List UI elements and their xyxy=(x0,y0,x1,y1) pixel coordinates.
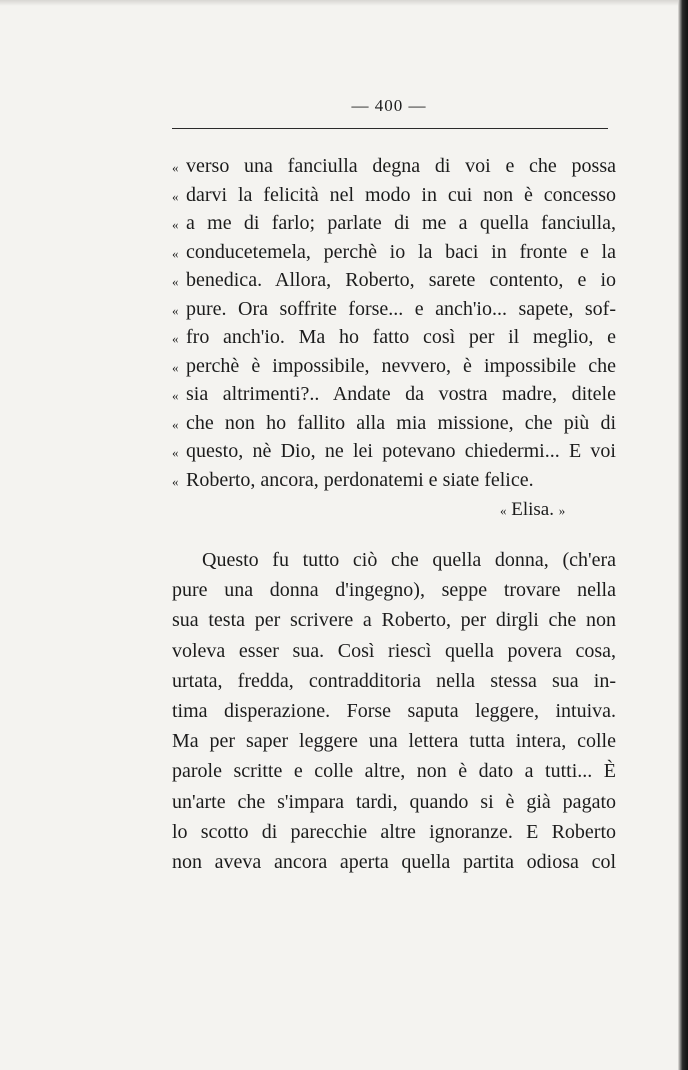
letter-line-text: Roberto, ancora, perdonatemi e siate felice. xyxy=(186,468,534,491)
quote-mark: « xyxy=(172,245,179,261)
quote-mark: « xyxy=(172,416,179,432)
signature-close-quote: » xyxy=(558,503,566,518)
narrative-line: urtata, fredda, contradditoria nella stessa sua in- xyxy=(172,669,616,692)
letter-line-text: darvi la felicità nel modo in cui non è concesso xyxy=(186,183,616,206)
quote-mark: « xyxy=(172,217,179,232)
letter-line-text: conducetemela, perchè io la baci in fronte e la xyxy=(186,240,616,263)
letter-line-text: benedica. Allora, Roberto, sarete contento, e io xyxy=(186,269,616,291)
letter-line-text: pure. Ora soffrite forse... e anch'io... sapete, sof- xyxy=(186,297,616,320)
narrative-line: un'arte che s'impara tardi, quando si è già pagato xyxy=(172,790,616,813)
letter-line xyxy=(172,466,616,495)
narrative-line: non aveva ancora aperta quella partita odiosa col xyxy=(172,850,616,873)
quote-mark: « xyxy=(172,473,179,489)
quote-mark: « xyxy=(172,359,179,375)
narrative-line: Ma per saper leggere una lettera tutta intera, colle xyxy=(172,730,616,753)
quote-mark: « xyxy=(172,331,179,346)
signature-name: Elisa. xyxy=(511,499,554,520)
letter-line xyxy=(172,437,616,466)
quote-mark: « xyxy=(172,445,179,460)
letter-line xyxy=(172,409,616,438)
narrative-line: lo scotto di parecchie altre ignoranze. E Roberto xyxy=(172,820,616,843)
letter-line xyxy=(172,380,616,409)
letter-line xyxy=(172,152,616,181)
narrative-line: pure una donna d'ingegno), seppe trovare nella xyxy=(172,579,616,602)
page-number: — 400 — xyxy=(351,96,427,115)
letter-line xyxy=(172,323,616,352)
letter-line-text: verso una fanciulla degna di voi e che possa xyxy=(186,155,616,177)
letter-signature xyxy=(500,497,565,524)
quote-mark: « xyxy=(172,274,179,289)
quote-mark: « xyxy=(172,160,179,175)
narrative-line: parole scritte e colle altre, non è dato a tutti... È xyxy=(172,760,616,783)
letter-line xyxy=(172,352,616,381)
letter-line xyxy=(172,295,616,324)
letter-line xyxy=(172,266,616,295)
letter-line-text: perchè è impossibile, nevvero, è impossibile che xyxy=(186,354,616,377)
narrative-paragraph xyxy=(172,545,616,877)
quote-mark: « xyxy=(172,388,179,403)
letter-line-text: a me di farlo; parlate di me a quella fanciulla, xyxy=(186,212,616,234)
page-binding-edge xyxy=(678,0,688,1070)
letter-line-text: fro anch'io. Ma ho fatto così per il meglio, e xyxy=(186,326,616,348)
header-rule xyxy=(172,128,608,129)
signature-open-quote: « xyxy=(500,503,507,518)
letter-line-text: sia altrimenti?.. Andate da vostra madre, ditele xyxy=(186,383,616,405)
letter-line xyxy=(172,181,616,210)
narrative-line: Questo fu tutto ciò che quella donna, (ch'era xyxy=(202,549,616,571)
letter-line-text: che non ho fallito alla mia missione, che più di xyxy=(186,411,616,434)
letter-line xyxy=(172,209,616,238)
letter-line-text: questo, nè Dio, ne lei potevano chiedermi... E voi xyxy=(186,440,616,462)
letter-line xyxy=(172,238,616,267)
narrative-line: voleva esser sua. Così riescì quella povera cosa, xyxy=(172,639,616,662)
page-top-edge xyxy=(0,0,688,6)
narrative-line: sua testa per scrivere a Roberto, per dirgli che non xyxy=(172,609,616,632)
letter-quotation xyxy=(172,152,616,494)
quote-mark: « xyxy=(172,302,179,318)
quote-mark: « xyxy=(172,188,179,204)
narrative-line: tima disperazione. Forse saputa leggere, intuiva. xyxy=(172,699,616,722)
